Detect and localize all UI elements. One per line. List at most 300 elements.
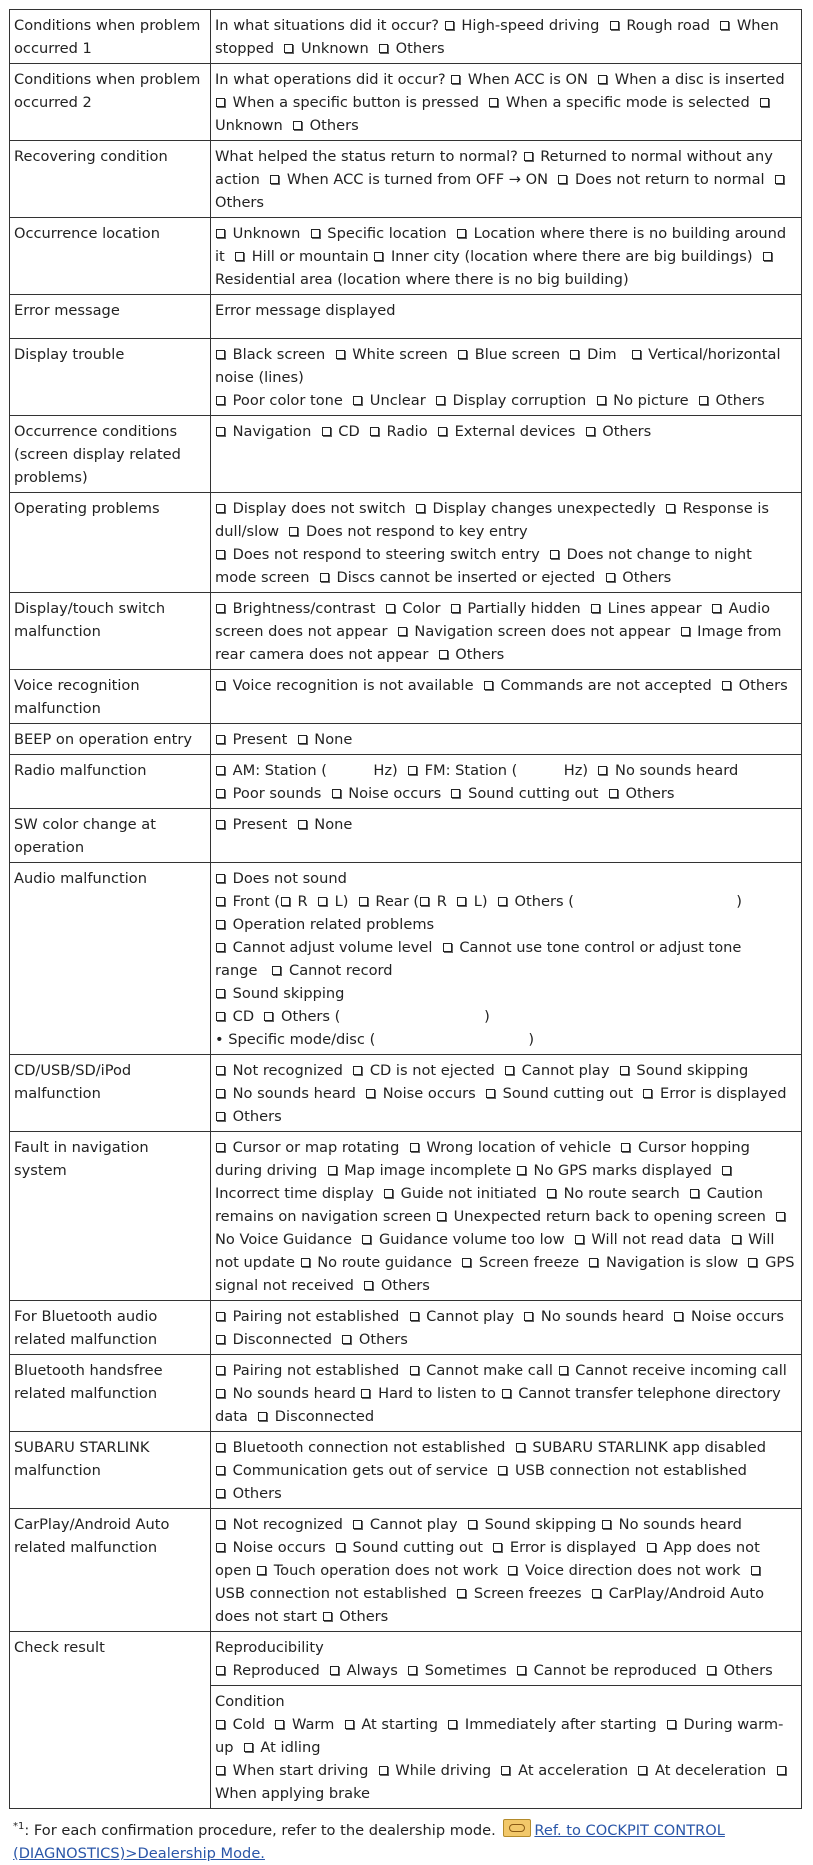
option-text: Cannot play	[421, 1308, 524, 1325]
option-text: Others	[376, 1277, 430, 1294]
checkbox-icon[interactable]	[498, 897, 507, 906]
checkbox-icon[interactable]	[216, 766, 225, 775]
option-text: Does not change to night mode screen	[215, 546, 752, 586]
checkbox-icon[interactable]	[216, 1443, 225, 1452]
option-text: Noise occurs	[343, 785, 451, 802]
option-text: Error is displayed	[655, 1085, 792, 1102]
option-text: Sound cutting out	[498, 1085, 643, 1102]
option-text: Poor color tone	[228, 392, 353, 409]
checkbox-icon[interactable]	[410, 1143, 419, 1152]
checkbox-icon[interactable]	[457, 897, 466, 906]
checkbox-icon[interactable]	[438, 427, 447, 436]
table-row	[10, 1509, 802, 1632]
checkbox-icon[interactable]	[457, 1589, 466, 1598]
option-text: Operation related problems	[228, 916, 435, 933]
footnote-marker: *1	[13, 1821, 25, 1832]
row-content-display-touch-switch-malfunction	[211, 593, 802, 670]
checkbox-icon[interactable]	[602, 1520, 611, 1529]
checkbox-icon[interactable]	[722, 1166, 731, 1175]
option-text: Noise occurs	[228, 1539, 335, 1556]
option-text: Others ( )	[276, 1008, 490, 1025]
option-text: R	[292, 893, 317, 910]
footnote-text: : For each confirmation procedure, refer to the dealership mode.	[24, 1821, 501, 1839]
option-text: Others	[617, 569, 672, 586]
checkbox-icon[interactable]	[489, 98, 498, 107]
row-content-sw-color-change-at-operation	[211, 809, 802, 863]
checkbox-icon[interactable]	[448, 1720, 457, 1729]
checkbox-icon[interactable]	[272, 966, 281, 975]
checkbox-icon[interactable]	[681, 627, 690, 636]
option-text: Will not read data	[586, 1231, 731, 1248]
row-content-occurrence-conditions-screen-display-related-problems	[211, 416, 802, 493]
checkbox-icon[interactable]	[748, 1258, 757, 1267]
checkbox-icon[interactable]	[284, 44, 293, 53]
option-text: Vertical/horizontal noise (lines)	[215, 346, 781, 386]
row-content-conditions-when-problem-occurred-1	[211, 10, 802, 64]
option-text: Display corruption	[448, 392, 596, 409]
checkbox-icon[interactable]	[379, 44, 388, 53]
option-text: Others	[734, 677, 788, 694]
option-text: Navigation screen does not appear	[409, 623, 680, 640]
option-text: When a specific button is pressed	[228, 94, 489, 111]
checkbox-icon[interactable]	[559, 1366, 568, 1375]
checkbox-icon[interactable]	[777, 1766, 786, 1775]
checkbox-icon[interactable]	[501, 1766, 510, 1775]
checkbox-icon[interactable]	[498, 1466, 507, 1475]
checkbox-icon[interactable]	[301, 1258, 310, 1267]
option-text: Display does not switch	[228, 500, 415, 517]
option-text: Image from rear camera does not appear	[215, 623, 782, 663]
checkbox-icon[interactable]	[609, 789, 618, 798]
checkbox-icon[interactable]	[699, 396, 708, 405]
option-text: Voice recognition is not available	[228, 677, 483, 694]
row-label-fault-in-navigation-system: Fault in navigation system	[10, 1132, 211, 1301]
table-row	[10, 1632, 802, 1686]
checkbox-icon[interactable]	[216, 1543, 225, 1552]
checkbox-icon[interactable]	[216, 350, 225, 359]
checkbox-icon[interactable]	[712, 604, 721, 613]
option-text: Not recognized	[228, 1516, 353, 1533]
checkbox-icon[interactable]	[517, 1166, 526, 1175]
row-label-radio-malfunction: Radio malfunction	[10, 755, 211, 809]
checkbox-icon[interactable]	[323, 1612, 332, 1621]
checkbox-icon[interactable]	[342, 1335, 351, 1344]
checkbox-icon[interactable]	[589, 1258, 598, 1267]
option-text: Cannot receive incoming call	[570, 1362, 787, 1379]
reference-link[interactable]: Ref. to COCKPIT CONTROL (DIAGNOSTICS)>Dealership Mode.	[13, 1821, 725, 1862]
option-text: L)	[329, 893, 358, 910]
reference-link-icon[interactable]	[503, 1819, 531, 1837]
option-text: No sounds heard	[614, 1516, 742, 1533]
checkbox-icon[interactable]	[216, 504, 225, 513]
checkbox-icon[interactable]	[216, 1089, 225, 1098]
option-text: Cursor hopping during driving	[215, 1139, 750, 1179]
checkbox-icon[interactable]	[298, 735, 307, 744]
checkbox-icon[interactable]	[707, 1666, 716, 1675]
row-label-recovering-condition: Recovering condition	[10, 141, 211, 218]
option-text: Always	[342, 1662, 408, 1679]
checkbox-icon[interactable]	[318, 897, 327, 906]
checkbox-icon[interactable]	[322, 427, 331, 436]
checkbox-icon[interactable]	[408, 766, 417, 775]
checkbox-icon[interactable]	[216, 1335, 225, 1344]
option-text: Noise occurs	[686, 1308, 789, 1325]
checkbox-icon[interactable]	[216, 920, 225, 929]
checkbox-icon[interactable]	[666, 504, 675, 513]
checkbox-icon[interactable]	[547, 1189, 556, 1198]
checkbox-icon[interactable]	[502, 1389, 511, 1398]
checkbox-icon[interactable]	[763, 252, 772, 261]
checkbox-icon[interactable]	[258, 1412, 267, 1421]
option-text: At idling	[255, 1739, 321, 1756]
option-text: Sound skipping	[228, 985, 345, 1002]
checkbox-icon[interactable]	[264, 1012, 273, 1021]
checkbox-icon[interactable]	[575, 1235, 584, 1244]
row-label-sw-color-change-at-operation: SW color change at operation	[10, 809, 211, 863]
checkbox-icon[interactable]	[216, 550, 225, 559]
option-text: CD is not ejected	[365, 1062, 505, 1079]
checkbox-icon[interactable]	[216, 943, 225, 952]
checkbox-icon[interactable]	[439, 650, 448, 659]
row-label-carplay-android-auto-related-malfunction: CarPlay/Android Auto related malfunction	[10, 1509, 211, 1632]
row-content-occurrence-location	[211, 218, 802, 295]
checkbox-icon[interactable]	[298, 820, 307, 829]
checkbox-icon[interactable]	[416, 504, 425, 513]
reproducibility-section	[211, 1632, 802, 1686]
option-text: Screen freezes	[469, 1585, 591, 1602]
checkbox-icon[interactable]	[597, 396, 606, 405]
checkbox-icon[interactable]	[289, 527, 298, 536]
option-text: Communication gets out of service	[228, 1462, 498, 1479]
checkbox-icon[interactable]	[216, 1520, 225, 1529]
option-text: None	[309, 816, 353, 833]
option-text: When a disc is inserted	[610, 71, 790, 88]
checkbox-icon[interactable]	[751, 1566, 760, 1575]
checkbox-icon[interactable]	[458, 350, 467, 359]
checkbox-icon[interactable]	[364, 1281, 373, 1290]
table-row	[10, 141, 802, 218]
row-label-subaru-starlink-malfunction: SUBARU STARLINK malfunction	[10, 1432, 211, 1509]
checkbox-icon[interactable]	[361, 1389, 370, 1398]
option-text: Guide not initiated	[396, 1185, 546, 1202]
checkbox-icon[interactable]	[621, 1143, 630, 1152]
checkbox-icon[interactable]	[775, 175, 784, 184]
row-label-voice-recognition-malfunction: Voice recognition malfunction	[10, 670, 211, 724]
row-content-fault-in-navigation-system	[211, 1132, 802, 1301]
option-text: Commands are not accepted	[495, 677, 722, 694]
checkbox-icon[interactable]	[643, 1089, 652, 1098]
table-row	[10, 755, 802, 809]
checkbox-icon[interactable]	[336, 1543, 345, 1552]
checkbox-icon[interactable]	[443, 943, 452, 952]
row-content-error-message	[211, 295, 802, 339]
checkbox-icon[interactable]	[311, 229, 320, 238]
option-text: Black screen	[228, 346, 335, 363]
checkbox-icon[interactable]	[216, 1143, 225, 1152]
row-label-occurrence-location: Occurrence location	[10, 218, 211, 295]
option-text: L)	[469, 893, 497, 910]
option-text: AM: Station ( Hz)	[228, 762, 407, 779]
checkbox-icon[interactable]	[216, 1366, 225, 1375]
option-text: No sounds heard	[228, 1385, 361, 1402]
checkbox-icon[interactable]	[505, 1066, 514, 1075]
table-row	[10, 416, 802, 493]
option-text: Does not respond to steering switch entry	[228, 546, 550, 563]
option-text: Wrong location of vehicle	[421, 1139, 621, 1156]
checkbox-icon[interactable]	[592, 1589, 601, 1598]
table-row	[10, 1055, 802, 1132]
table-row	[10, 809, 802, 863]
checkbox-icon[interactable]	[359, 897, 368, 906]
checkbox-icon[interactable]	[517, 1666, 526, 1675]
option-text: When stopped	[215, 17, 779, 57]
checkbox-icon[interactable]	[216, 789, 225, 798]
option-text: Others	[228, 1485, 282, 1502]
option-text: Touch operation does not work	[269, 1562, 508, 1579]
checkbox-icon[interactable]	[353, 1520, 362, 1529]
checkbox-icon[interactable]	[722, 681, 731, 690]
option-text: Partially hidden	[462, 600, 590, 617]
option-text: When applying brake	[215, 1785, 371, 1802]
option-text: Immediately after starting	[460, 1716, 666, 1733]
checkbox-icon[interactable]	[216, 874, 225, 883]
checkbox-icon[interactable]	[620, 1066, 629, 1075]
row-label-for-bluetooth-audio-related-malfunction: For Bluetooth audio related malfunction	[10, 1301, 211, 1355]
option-text: In what situations did it occur?	[215, 17, 444, 34]
checkbox-icon[interactable]	[398, 627, 407, 636]
option-text: Does not sound	[228, 870, 347, 887]
table-row	[10, 339, 802, 416]
checkbox-icon[interactable]	[451, 75, 460, 84]
checkbox-icon[interactable]	[776, 1212, 785, 1221]
checkbox-icon[interactable]	[330, 1666, 339, 1675]
option-text: While driving	[390, 1762, 501, 1779]
checkbox-icon[interactable]	[586, 427, 595, 436]
option-text: Inner city (location where there are big buildings)	[386, 248, 762, 265]
checkbox-icon[interactable]	[732, 1235, 741, 1244]
option-text: Others	[597, 423, 652, 440]
checkbox-icon[interactable]	[281, 897, 290, 906]
row-content-voice-recognition-malfunction	[211, 670, 802, 724]
checkbox-icon[interactable]	[216, 1720, 225, 1729]
checkbox-icon[interactable]	[293, 121, 302, 130]
option-text: No Voice Guidance	[215, 1231, 362, 1248]
checkbox-icon[interactable]	[667, 1720, 676, 1729]
row-label-occurrence-conditions-screen-display-related-problems: Occurrence conditions (screen display related problems)	[10, 416, 211, 493]
checkbox-icon[interactable]	[690, 1189, 699, 1198]
checkbox-icon[interactable]	[674, 1312, 683, 1321]
checkbox-icon[interactable]	[216, 1066, 225, 1075]
option-text: Error is displayed	[505, 1539, 646, 1556]
checkbox-icon[interactable]	[216, 427, 225, 436]
option-text: Will not update	[215, 1231, 775, 1271]
checkbox-icon[interactable]	[410, 1312, 419, 1321]
checkbox-icon[interactable]	[384, 1189, 393, 1198]
row-content-operating-problems	[211, 493, 802, 593]
option-text: SUBARU STARLINK app disabled	[527, 1439, 767, 1456]
checkbox-icon[interactable]	[451, 604, 460, 613]
option-text: Cold	[228, 1716, 275, 1733]
checkbox-icon[interactable]	[216, 735, 225, 744]
checkbox-icon[interactable]	[216, 1466, 225, 1475]
checkbox-icon[interactable]	[720, 21, 729, 30]
checkbox-icon[interactable]	[610, 21, 619, 30]
option-text: Cannot adjust volume level	[228, 939, 442, 956]
checkbox-icon[interactable]	[216, 229, 225, 238]
checkbox-icon[interactable]	[244, 1743, 253, 1752]
option-text: Does not respond to key entry	[301, 523, 528, 540]
row-label-audio-malfunction: Audio malfunction	[10, 863, 211, 1055]
checkbox-icon[interactable]	[336, 350, 345, 359]
checkbox-icon[interactable]	[353, 1066, 362, 1075]
row-label-conditions-when-problem-occurred-1: Conditions when problem occurred 1	[10, 10, 211, 64]
checkbox-icon[interactable]	[257, 1566, 266, 1575]
checkbox-icon[interactable]	[550, 550, 559, 559]
option-text: When ACC is ON	[463, 71, 598, 88]
checkbox-icon[interactable]	[524, 152, 533, 161]
option-text: Others	[334, 1608, 389, 1625]
checkbox-icon[interactable]	[558, 175, 567, 184]
option-text: Audio screen does not appear	[215, 600, 771, 640]
option-text: Hill or mountain	[247, 248, 374, 265]
option-text: Cannot transfer telephone directory data	[215, 1385, 781, 1425]
row-content-display-trouble	[211, 339, 802, 416]
checkbox-icon[interactable]	[216, 1312, 225, 1321]
checkbox-icon[interactable]	[216, 1112, 225, 1121]
checkbox-icon[interactable]	[570, 350, 579, 359]
table-row	[10, 64, 802, 141]
row-content-bluetooth-handsfree-related-malfunction	[211, 1355, 802, 1432]
row-label-display-trouble: Display trouble	[10, 339, 211, 416]
option-text: CD	[228, 1008, 264, 1025]
row-content-subaru-starlink-malfunction	[211, 1432, 802, 1509]
checkbox-icon[interactable]	[374, 252, 383, 261]
option-text: CD	[333, 423, 369, 440]
row-label-bluetooth-handsfree-related-malfunction: Bluetooth handsfree related malfunction	[10, 1355, 211, 1432]
option-text: At starting	[356, 1716, 448, 1733]
checkbox-icon[interactable]	[760, 98, 769, 107]
checkbox-icon[interactable]	[328, 1166, 337, 1175]
option-text: Screen freeze	[474, 1254, 589, 1271]
checkbox-icon[interactable]	[370, 427, 379, 436]
checkbox-icon[interactable]	[216, 989, 225, 998]
checkbox-icon[interactable]	[345, 1720, 354, 1729]
checkbox-icon[interactable]	[216, 1766, 225, 1775]
checkbox-icon[interactable]	[379, 1766, 388, 1775]
checkbox-icon[interactable]	[451, 789, 460, 798]
checkbox-icon[interactable]	[216, 604, 225, 613]
table-row	[10, 724, 802, 755]
checkbox-icon[interactable]	[457, 229, 466, 238]
option-text: • Specific mode/disc ( )	[215, 1031, 535, 1048]
option-text: Reproducibility	[215, 1639, 324, 1656]
option-text: Rough road	[621, 17, 720, 34]
checkbox-icon[interactable]	[516, 1443, 525, 1452]
checkbox-icon[interactable]	[270, 175, 279, 184]
checkbox-icon[interactable]	[606, 573, 615, 582]
checkbox-icon[interactable]	[524, 1312, 533, 1321]
checkbox-icon[interactable]	[436, 396, 445, 405]
checkbox-icon[interactable]	[591, 604, 600, 613]
checkbox-icon[interactable]	[598, 75, 607, 84]
checkbox-icon[interactable]	[216, 1666, 225, 1675]
option-text: Voice direction does not work	[520, 1562, 750, 1579]
checkbox-icon[interactable]	[493, 1543, 502, 1552]
option-text: Cannot record	[284, 962, 393, 979]
row-content-recovering-condition	[211, 141, 802, 218]
option-text: Residential area (location where there is no big building)	[215, 271, 629, 288]
option-text: High-speed driving	[456, 17, 609, 34]
checkbox-icon[interactable]	[216, 897, 225, 906]
checkbox-icon[interactable]	[408, 1666, 417, 1675]
checkbox-icon[interactable]	[216, 681, 225, 690]
table-row	[10, 593, 802, 670]
option-text: Reproduced	[228, 1662, 330, 1679]
checkbox-icon[interactable]	[598, 766, 607, 775]
row-label-check-result: Check result	[10, 1632, 211, 1809]
option-text: When a specific mode is selected	[501, 94, 760, 111]
table-row	[10, 295, 802, 339]
table-row	[10, 218, 802, 295]
option-text: GPS signal not received	[215, 1254, 795, 1294]
option-text: Cannot play	[517, 1062, 619, 1079]
checkbox-icon[interactable]	[638, 1766, 647, 1775]
checkbox-icon[interactable]	[468, 1520, 477, 1529]
checkbox-icon[interactable]	[486, 1089, 495, 1098]
checkbox-icon[interactable]	[484, 681, 493, 690]
checkbox-icon[interactable]	[275, 1720, 284, 1729]
checkbox-icon[interactable]	[362, 1235, 371, 1244]
checkbox-icon[interactable]	[216, 1012, 225, 1021]
checkbox-icon[interactable]	[508, 1566, 517, 1575]
table-row	[10, 863, 802, 1055]
row-content-cd-usb-sd-ipod-malfunction	[211, 1055, 802, 1132]
option-text: Dim	[582, 346, 631, 363]
checkbox-icon[interactable]	[235, 252, 244, 261]
option-text: External devices	[449, 423, 585, 440]
option-text: No GPS marks displayed	[528, 1162, 722, 1179]
option-text: Present	[228, 731, 297, 748]
checkbox-icon[interactable]	[216, 1389, 225, 1398]
option-text: Others ( )	[509, 893, 742, 910]
checkbox-icon[interactable]	[632, 350, 641, 359]
checkbox-icon[interactable]	[332, 789, 341, 798]
option-text: Pairing not established	[228, 1308, 409, 1325]
option-text: Present	[228, 816, 297, 833]
checkbox-icon[interactable]	[353, 396, 362, 405]
checkbox-icon[interactable]	[216, 396, 225, 405]
checkbox-icon[interactable]	[366, 1089, 375, 1098]
checkbox-icon[interactable]	[216, 1489, 225, 1498]
checkbox-icon[interactable]	[445, 21, 454, 30]
checkbox-icon[interactable]	[437, 1212, 446, 1221]
checkbox-icon[interactable]	[216, 98, 225, 107]
checkbox-icon[interactable]	[320, 573, 329, 582]
option-text: Disconnected	[270, 1408, 375, 1425]
option-text: Disconnected	[228, 1331, 342, 1348]
option-text: Others	[710, 392, 765, 409]
checkbox-icon[interactable]	[410, 1366, 419, 1375]
option-text: R	[432, 893, 457, 910]
checkbox-icon[interactable]	[386, 604, 395, 613]
checkbox-icon[interactable]	[216, 820, 225, 829]
option-text: No sounds heard	[228, 1085, 366, 1102]
checkbox-icon[interactable]	[462, 1258, 471, 1267]
row-label-display-touch-switch-malfunction: Display/touch switch malfunction	[10, 593, 211, 670]
option-text: App does not open	[215, 1539, 760, 1579]
checkbox-icon[interactable]	[420, 897, 429, 906]
checkbox-icon[interactable]	[647, 1543, 656, 1552]
